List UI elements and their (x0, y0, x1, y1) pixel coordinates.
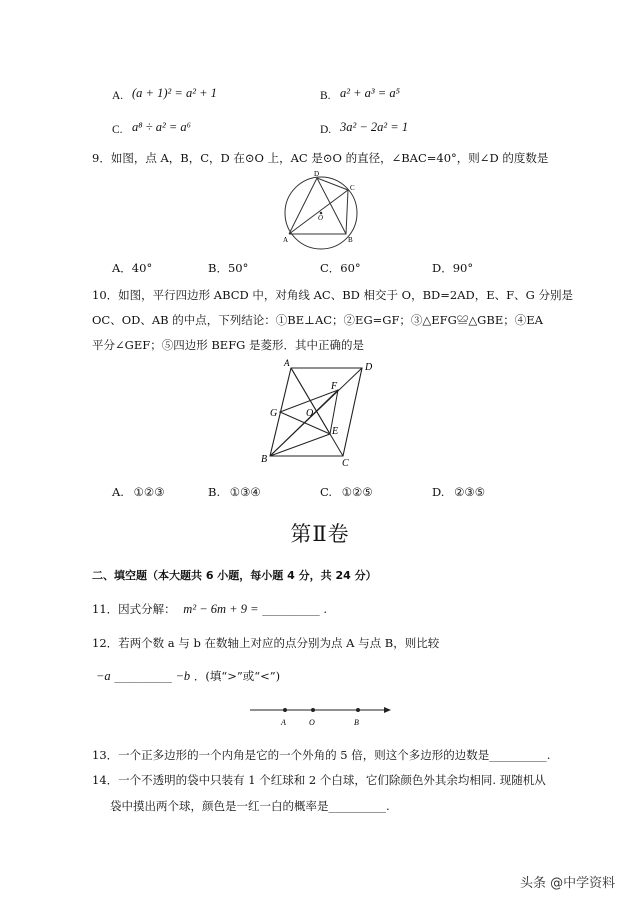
q9-label-a: A (283, 236, 289, 244)
q10-option-d-label: D. (432, 485, 445, 499)
q12-left: −a (96, 669, 111, 683)
q9-chord-db (317, 178, 346, 234)
q10-line-3: 平分∠GEF；⑤四边形 BEFG 是菱形．其中正确的是 (92, 338, 365, 352)
q8-option-b-expr: a² + a³ = a⁵ (340, 86, 400, 100)
q10-option-a-label: A. (112, 485, 124, 499)
q12-number-line (246, 700, 392, 730)
q8-option-c-label: C. (112, 124, 123, 136)
q10-label-d: D (365, 362, 373, 373)
q10-line-1: 10．如图，平行四边形 ABCD 中，对角线 AC、BD 相交于 O，BD=2AD，E、F、G 分别是 (92, 288, 573, 302)
watermark: 头条 @中学资料 (520, 876, 616, 891)
q8-option-d-expr: 3a² − 2a² = 1 (340, 120, 409, 134)
q9-label-d: D (314, 170, 320, 178)
q10-segment-be (270, 434, 330, 456)
q12-hint: ．(填“>”或“<”) (193, 669, 281, 683)
q10-option-a-value: ①②③ (133, 485, 165, 499)
q11 (92, 601, 327, 617)
q9-label-b: B (348, 236, 353, 244)
q10-option-c-value: ①②⑤ (341, 485, 373, 499)
q10-option-c (320, 485, 373, 499)
q10-parallelogram-figure (258, 356, 376, 468)
q9-option-b: B．50° (208, 261, 249, 275)
q8-option-a-expr: (a + 1)² = a² + 1 (132, 86, 217, 100)
q12-label-a: A (281, 718, 286, 727)
q12-point-b (356, 708, 360, 712)
q10-label-o: O (306, 408, 314, 419)
q12-label-o: O (309, 718, 315, 727)
q12-line-2 (96, 668, 280, 684)
q10-option-b (208, 485, 261, 499)
q8-option-d-label: D. (320, 124, 332, 136)
section-2-heading: 二、填空题（本大题共 6 小题，每小题 4 分，共 24 分） (92, 569, 377, 582)
q9-option-a: A．40° (112, 261, 153, 275)
q9-polygon (289, 178, 348, 234)
q8-option-b-label: B. (320, 90, 331, 102)
q12-axis-arrow (384, 707, 391, 713)
q12-blank: __________ (114, 669, 172, 683)
q10-option-b-label: B. (208, 485, 221, 499)
q14-line-1: 14．一个不透明的袋中只装有 1 个红球和 2 个白球，它们除颜色外其余均相同. 现随机从 (92, 773, 546, 787)
q11-blank: __________ (262, 602, 320, 616)
q9-diameter-ac (289, 190, 348, 234)
q10-option-c-label: C. (320, 485, 333, 499)
q10-label-g: G (270, 408, 278, 419)
q10-label-b: B (261, 454, 268, 465)
q14-line-2: 袋中摸出两个球，颜色是一红一白的概率是__________. (110, 799, 390, 813)
q10-label-e: E (332, 426, 339, 437)
q10-label-a: A (284, 358, 290, 368)
q10-option-d (432, 485, 485, 499)
q10-option-d-value: ②③⑤ (454, 485, 486, 499)
q9-stem: 9．如图，点 A，B，C，D 在⊙O 上，AC 是⊙O 的直径，∠BAC=40°，则∠D 的度数是 (92, 151, 549, 165)
volume-title: 第Ⅱ卷 (290, 522, 350, 546)
q12-right: −b (175, 669, 191, 683)
q12-label-b: B (354, 718, 359, 727)
q10-label-f: F (331, 381, 338, 392)
q9-label-o: O (318, 214, 324, 222)
q12-line-1: 12．若两个数 a 与 b 在数轴上对应的点分别为点 A 与点 B，则比较 (92, 636, 440, 650)
q10-label-c: C (342, 458, 349, 468)
q9-circle-figure (278, 168, 364, 254)
q8-option-c-expr: a⁸ ÷ a² = a⁶ (132, 120, 191, 134)
q11-prefix: 11．因式分解： (92, 602, 176, 616)
q10-option-b-value: ①③④ (229, 485, 261, 499)
q12-point-a (283, 708, 287, 712)
q10-line-2: OC、OD、AB 的中点，下列结论：①BE⊥AC；②EG=GF；③△EFG≌△GBE；④EA (92, 313, 543, 327)
q8-option-a-label: A. (112, 90, 124, 102)
q9-label-c: C (350, 184, 355, 192)
q9-option-c: C．60° (320, 261, 361, 275)
q12-point-o (311, 708, 315, 712)
q10-segment-ae (291, 368, 330, 434)
q11-expr: m² − 6m + 9 = (183, 602, 259, 616)
q11-end: . (323, 602, 327, 616)
q10-option-a (112, 485, 165, 499)
q10-segment-bf (270, 390, 338, 456)
q9-option-d: D．90° (432, 261, 474, 275)
q13: 13．一个正多边形的一个内角是它的一个外角的 5 倍，则这个多边形的边数是__________. (92, 748, 551, 762)
